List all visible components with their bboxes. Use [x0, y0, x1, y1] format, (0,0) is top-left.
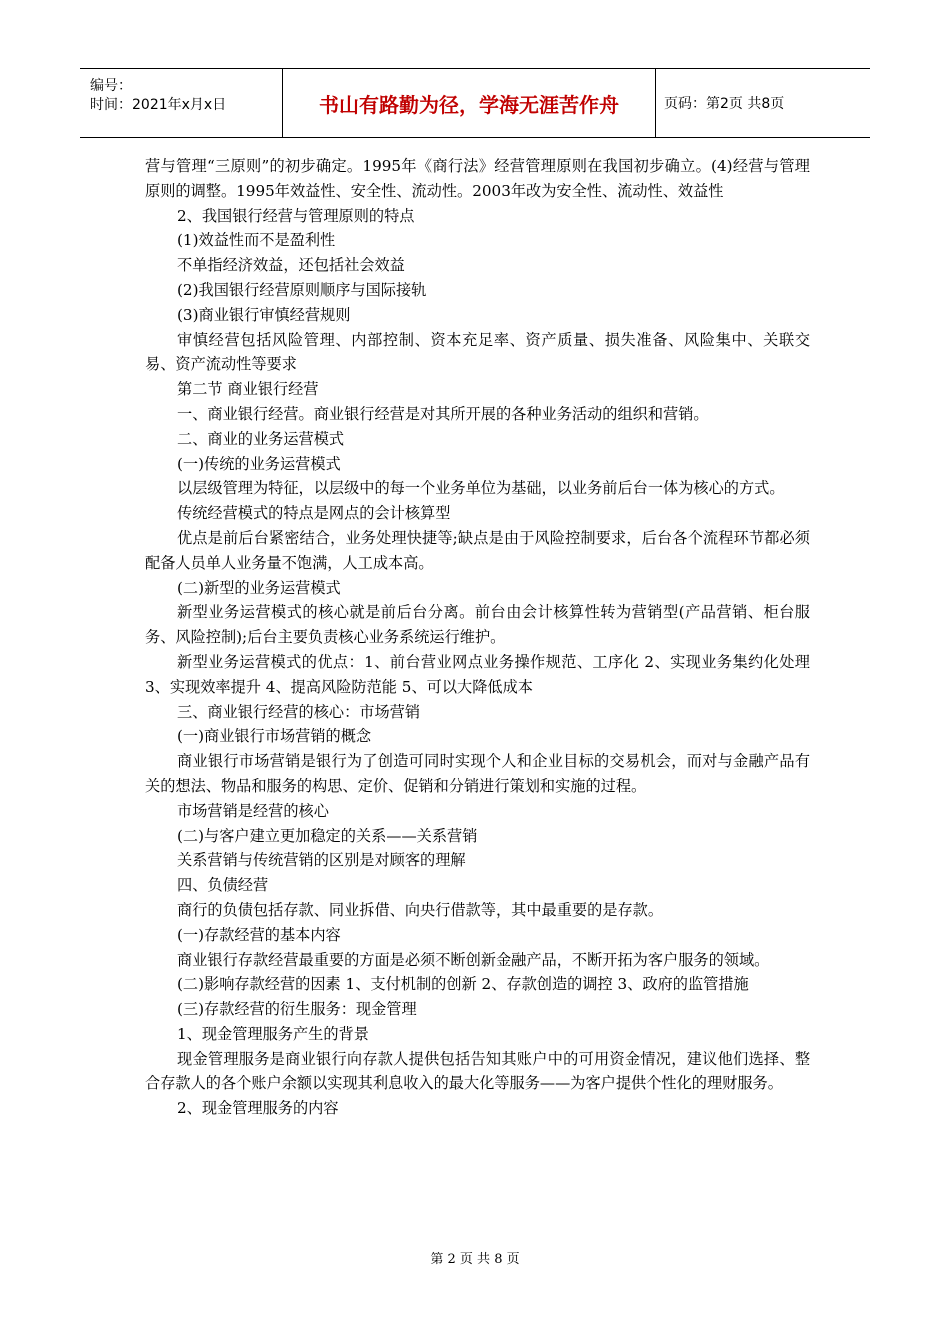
header-page-info: 页码：第2页 共8页 — [664, 96, 785, 112]
paragraph: 新型业务运营模式的优点：1、前台营业网点业务操作规范、工序化 2、实现业务集约化处理 3、实现效率提升 4、提高风险防范能 5、可以大降低成本 — [145, 652, 810, 696]
time-label: 时间：2021年x月x日 — [90, 97, 227, 113]
paragraph: (二)新型的业务运营模式 — [177, 578, 341, 597]
page-footer: 第 2 页 共 8 页 — [430, 1252, 520, 1267]
paragraph: 二、商业的业务运营模式 — [177, 429, 345, 448]
paragraph: 三、商业银行经营的核心：市场营销 — [177, 702, 420, 721]
paragraph: 新型业务运营模式的核心就是前后台分离。前台由会计核算性转为营销型(产品营销、柜台服务、风险控制);后台主要负责核心业务系统运行维护。 — [145, 603, 810, 647]
paragraph: 商行的负债包括存款、同业拆借、向央行借款等，其中最重要的是存款。 — [177, 900, 663, 919]
paragraph: (2)我国银行经营原则顺序与国际接轨 — [177, 280, 427, 299]
document-body — [145, 154, 810, 1121]
header-motto: 书山有路勤为径，学海无涯苦作舟 — [282, 69, 656, 137]
paragraph: 四、负债经营 — [177, 876, 269, 895]
header-meta — [80, 69, 282, 137]
paragraph: (一)存款经营的基本内容 — [177, 925, 341, 944]
section-heading: 第二节 商业银行经营 — [177, 380, 319, 399]
paragraph: (二)与客户建立更加稳定的关系——关系营销 — [177, 826, 478, 845]
paragraph: (一)商业银行市场营销的概念 — [177, 727, 372, 746]
paragraph: (1)效益性而不是盈利性 — [177, 231, 336, 250]
paragraph: 商业银行市场营销是银行为了创造可同时实现个人和企业目标的交易机会，而对与金融产品有关的想法、物品和服务的构思、定价、促销和分销进行策划和实施的过程。 — [145, 752, 810, 795]
paragraph: 商业银行存款经营最重要的方面是必须不断创新金融产品，不断开拓为客户服务的领域。 — [177, 950, 770, 969]
paragraph: 1、现金管理服务产生的背景 — [177, 1024, 369, 1043]
paragraph: 以层级管理为特征，以层级中的每一个业务单位为基础，以业务前后台一体为核心的方式。 — [177, 479, 785, 498]
paragraph: 不单指经济效益，还包括社会效益 — [177, 256, 405, 275]
paragraph: (3)商业银行审慎经营规则 — [177, 305, 351, 324]
number-label: 编号： — [90, 78, 132, 94]
paragraph: 营与管理“三原则”的初步确定。1995年《商行法》经营管理原则在我国初步确立。(4)经营与管理原则的调整。1995年效益性、安全性、流动性。2003年改为安全性、流动性、效益性 — [145, 157, 810, 200]
paragraph: 优点是前后台紧密结合，业务处理快捷等;缺点是由于风险控制要求，后台各个流程环节都必须配备人员单人业务量不饱满，人工成本高。 — [145, 528, 810, 572]
paragraph: 关系营销与传统营销的区别是对顾客的理解 — [177, 851, 466, 870]
paragraph: 审慎经营包括风险管理、内部控制、资本充足率、资产质量、损失准备、风险集中、关联交易、资产流动性等要求 — [145, 330, 810, 374]
paragraph: 传统经营模式的特点是网点的会计核算型 — [177, 504, 451, 523]
paragraph: 现金管理服务是商业银行向存款人提供包括告知其账户中的可用资金情况，建议他们选择、整合存款人的各个账户余额以实现其利息收入的最大化等服务——为客户提供个性化的理财服务。 — [145, 1049, 810, 1093]
paragraph: 市场营销是经营的核心 — [177, 801, 329, 820]
paragraph: 2、我国银行经营与管理原则的特点 — [177, 206, 415, 225]
paragraph: 2、现金管理服务的内容 — [177, 1099, 339, 1118]
page-header — [80, 68, 870, 138]
paragraph: (一)传统的业务运营模式 — [177, 454, 341, 473]
paragraph: (三)存款经营的衍生服务：现金管理 — [177, 1000, 417, 1019]
paragraph: (二)影响存款经营的因素 1、支付机制的创新 2、存款创造的调控 3、政府的监管措施 — [177, 975, 749, 994]
paragraph: 一、商业银行经营。商业银行经营是对其所开展的各种业务活动的组织和营销。 — [177, 404, 709, 423]
